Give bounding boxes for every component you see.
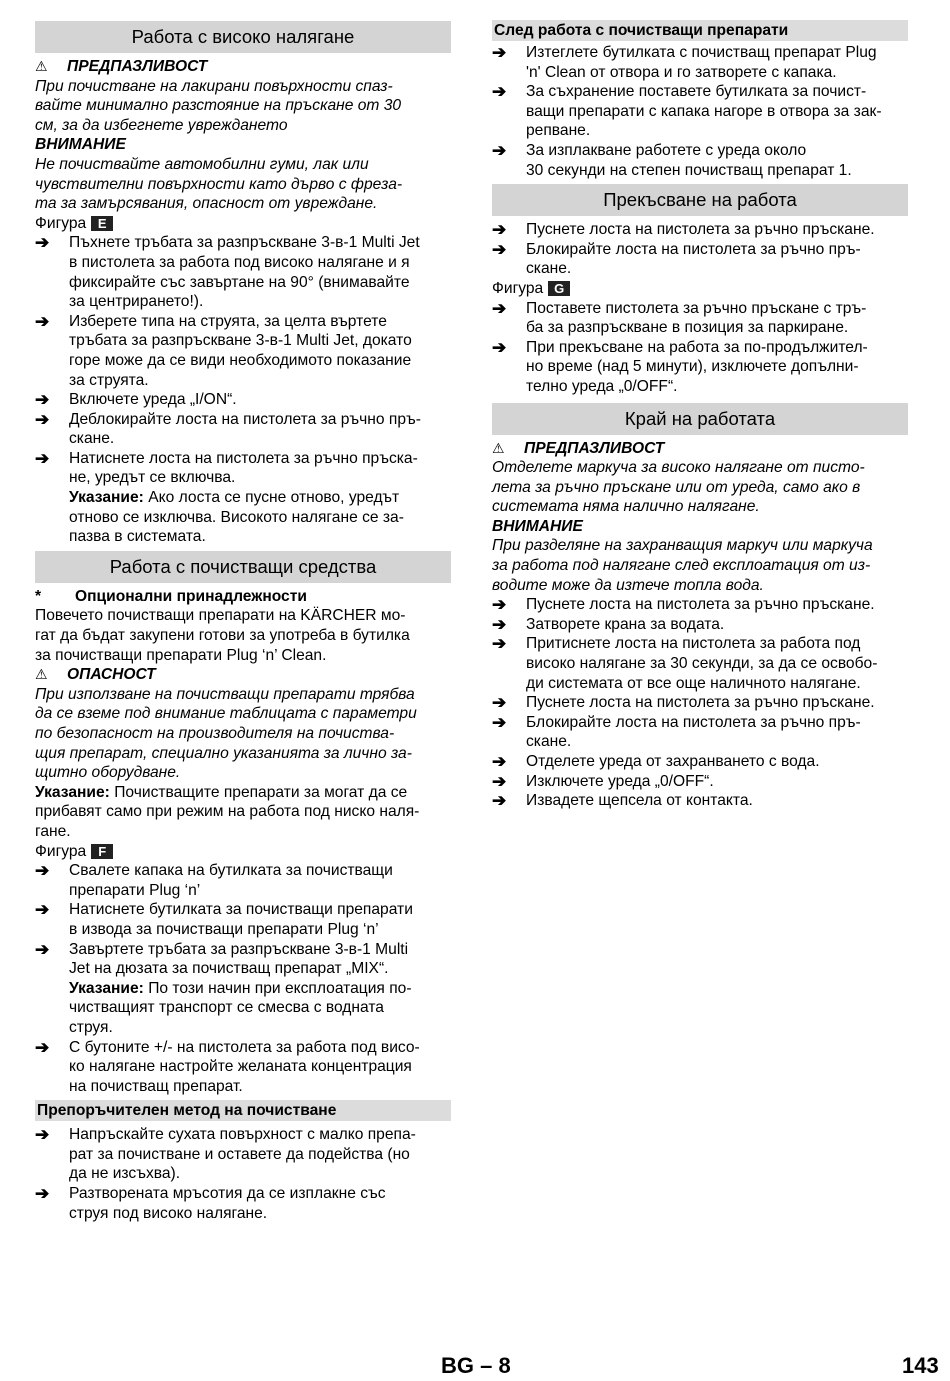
list-item: ➔ Свалете капака на бутилката за почистващи препарати Plug ‘n’ <box>35 861 393 899</box>
list-item: ➔ Изберете типа на струята, за целта въртете тръбата за разпръскване 3-в-1 Multi Jet, докато горе може да се види необходимото показание за струята. <box>35 311 412 389</box>
arrow-icon: ➔ <box>492 712 507 732</box>
left-column <box>35 20 451 1223</box>
arrow-icon: ➔ <box>492 43 507 62</box>
list-item: ➔ Разтворената мръсотия да се изплакне със струя под високо налягане. <box>35 1184 386 1222</box>
attention-text: При разделяне на захранващия маркуч или маркуча за работа под налягане след експлоатация от из- водите може да изтече топла вода. <box>492 537 873 594</box>
list-item: ➔ Поставете пистолета за ръчно пръскане с тръ- ба за разпръскване в позиция за паркиране. <box>492 298 867 337</box>
warning-caution: ⚠ ПРЕДПАЗЛИВОСТ <box>35 58 208 75</box>
attention-text: Не почиствайте автомобилни гуми, лак или чувствителни повърхности като дърво с фреза- та за замърсявания, опасност от увреждане. <box>35 155 403 213</box>
list-item: ➔ Деблокирайте лоста на пистолета за ръчно пръ- скане. <box>35 409 421 448</box>
list-item: ➔ Блокирайте лоста на пистолета за ръчно пръ- скане. <box>492 239 861 278</box>
arrow-icon: ➔ <box>35 311 50 331</box>
warning-icon: ⚠ <box>35 666 48 683</box>
list-item: ➔ При прекъсване на работа за по-продължител- но време (над 5 минути), изключете допълни- телно уреда „0/OFF“. <box>492 337 868 395</box>
arrow-icon: ➔ <box>492 771 507 791</box>
attention-heading: ВНИМАНИЕ <box>35 136 126 154</box>
list-item: ➔ Изтеглете бутилката с почистващ препарат Plug 'n' Clean от отвора и го затворете с капака. <box>492 43 877 81</box>
list-item: ➔ Притиснете лоста на пистолета за работа под високо налягане за 30 секунди, за да се освобо- ди системата от все още наличното налягане. <box>492 634 878 692</box>
warning-danger: ⚠ ОПАСНОСТ <box>35 666 156 684</box>
list-item: ➔ Напръскайте сухата повърхност с малко препа- рат за почистване и оставете да подейства (но да не изсъхва). <box>35 1125 416 1183</box>
warning-text: Отделете маркуча за високо налягане от писто- лета за ръчно пръскане или от уреда, само ако в системата няма налично налягане. <box>492 459 865 516</box>
footer-page-number: 143 <box>902 1353 939 1378</box>
arrow-icon: ➔ <box>35 1037 50 1057</box>
arrow-icon: ➔ <box>492 634 507 654</box>
arrow-icon: ➔ <box>35 900 50 920</box>
arrow-icon: ➔ <box>492 337 507 357</box>
warning-icon: ⚠ <box>35 58 48 74</box>
section-title-recommended-method: Препоръчителен метод на почистване <box>35 1100 451 1121</box>
attention-heading: ВНИМАНИЕ <box>492 517 583 535</box>
figure-badge: F <box>91 844 113 859</box>
arrow-icon: ➔ <box>492 752 507 771</box>
list-item: ➔ За съхранение поставете бутилката за почист- ващи препарати с капака нагоре в отвора за зак- репване. <box>492 82 882 140</box>
arrow-icon: ➔ <box>35 233 50 253</box>
arrow-icon: ➔ <box>492 298 507 318</box>
figure-badge: G <box>548 281 570 296</box>
arrow-icon: ➔ <box>492 595 507 615</box>
section-title-end-of-work: Край на работата <box>492 403 908 435</box>
arrow-icon: ➔ <box>35 1125 50 1145</box>
warning-caution: ⚠ ПРЕДПАЗЛИВОСТ <box>492 439 665 457</box>
intro-text: Повечето почистващи препарати на KÄRCHER мо- гат да бъдат закупени готови за употреба в бутилка за почистващи препарати Plug ‘n’ Clean. <box>35 607 410 664</box>
arrow-icon: ➔ <box>35 861 50 881</box>
list-item: ➔ Пуснете лоста на пистолета за ръчно пръскане. <box>492 220 875 240</box>
arrow-icon: ➔ <box>492 239 507 259</box>
list-item: ➔ Включете уреда „I/ON“. <box>35 390 237 410</box>
section-title-high-pressure: Работа с високо налягане <box>35 21 451 53</box>
arrow-icon: ➔ <box>492 220 507 240</box>
arrow-icon: ➔ <box>492 140 507 160</box>
list-item: ➔ Натиснете бутилката за почистващи препарати в извода за почистващи препарати Plug ‘n’ <box>35 900 413 938</box>
note: Указание: Ако лоста се пусне отново, уредът отново се изключва. Високото налягане се за- пазва в системата. <box>69 489 404 546</box>
optional-accessories: * Опционални принадлежности <box>35 587 307 605</box>
figure-ref: Фигура F <box>35 842 451 862</box>
arrow-icon: ➔ <box>35 448 50 468</box>
warning-icon: ⚠ <box>492 439 505 456</box>
danger-text: При използване на почистващи препарати трябва да се вземе под внимание таблицата с параметри по безопасност на производителя на почиства- щия препарат, специално указанията за лично за- щитно оборудване. <box>35 685 417 782</box>
list-item: ➔ Пуснете лоста на пистолета за ръчно пръскане. <box>492 595 875 615</box>
figure-badge: E <box>91 216 113 231</box>
arrow-icon: ➔ <box>492 693 507 713</box>
arrow-icon: ➔ <box>35 390 50 410</box>
list-item: ➔ Пъхнете тръбата за разпръскване 3-в-1 Multi Jet в пистолета за работа под високо налягане и я фиксирайте със завъртане на 90° (внимавайте за центрирането!). <box>35 233 420 311</box>
list-item: ➔ Пуснете лоста на пистолета за ръчно пръскане. <box>492 693 875 713</box>
arrow-icon: ➔ <box>35 939 50 959</box>
note: Указание: Почистващите препарати за могат да се прибавят само при режим на работа под ниско наля- гане. <box>35 783 420 840</box>
list-item: ➔ Затворете крана за водата. <box>492 614 725 634</box>
arrow-icon: ➔ <box>492 791 507 811</box>
list-item: ➔ Изключете уреда „0/OFF“. <box>492 771 714 791</box>
warning-text: При почистване на лакирани повърхности спаз- вайте минимално разстояние на пръскане от 30 см, за да избегнете увреждането <box>35 77 402 134</box>
arrow-icon: ➔ <box>35 409 50 429</box>
footer-language-code: BG – 8 <box>441 1353 511 1378</box>
list-item: ➔ Извадете щепсела от контакта. <box>492 791 753 811</box>
figure-ref: Фигура G <box>492 279 908 299</box>
section-title-interrupting-work: Прекъсване на работа <box>492 184 908 216</box>
right-column <box>492 20 908 811</box>
list-item: ➔ Натиснете лоста на пистолета за ръчно пръска- не, уредът се включва. <box>35 448 418 487</box>
arrow-icon: ➔ <box>35 1184 50 1204</box>
list-item: ➔ С бутоните +/- на пистолета за работа под висо- ко налягане настройте желаната концентрация на почистващ препарат. <box>35 1037 420 1095</box>
arrow-icon: ➔ <box>492 614 507 634</box>
list-item: ➔ За изплакване работете с уреда около 30 секунди на степен почистващ препарат 1. <box>492 140 852 179</box>
list-item: ➔ Завъртете тръбата за разпръскване 3-в-1 Multi Jet на дюзата за почистващ препарат „MIX“. Указание: По този начин при експлоатация по- чистващият транспорт се смесва с водната струя. <box>35 939 412 1036</box>
arrow-icon: ➔ <box>492 82 507 102</box>
list-item: ➔ Блокирайте лоста на пистолета за ръчно пръ- скане. <box>492 712 861 751</box>
figure-ref: Фигура E <box>35 214 451 234</box>
section-title-cleaning-agents: Работа с почистващи средства <box>35 551 451 583</box>
list-item: ➔ Отделете уреда от захранването с вода. <box>492 752 820 771</box>
section-title-after-cleaning: След работа с почистващи препарати <box>492 20 908 41</box>
